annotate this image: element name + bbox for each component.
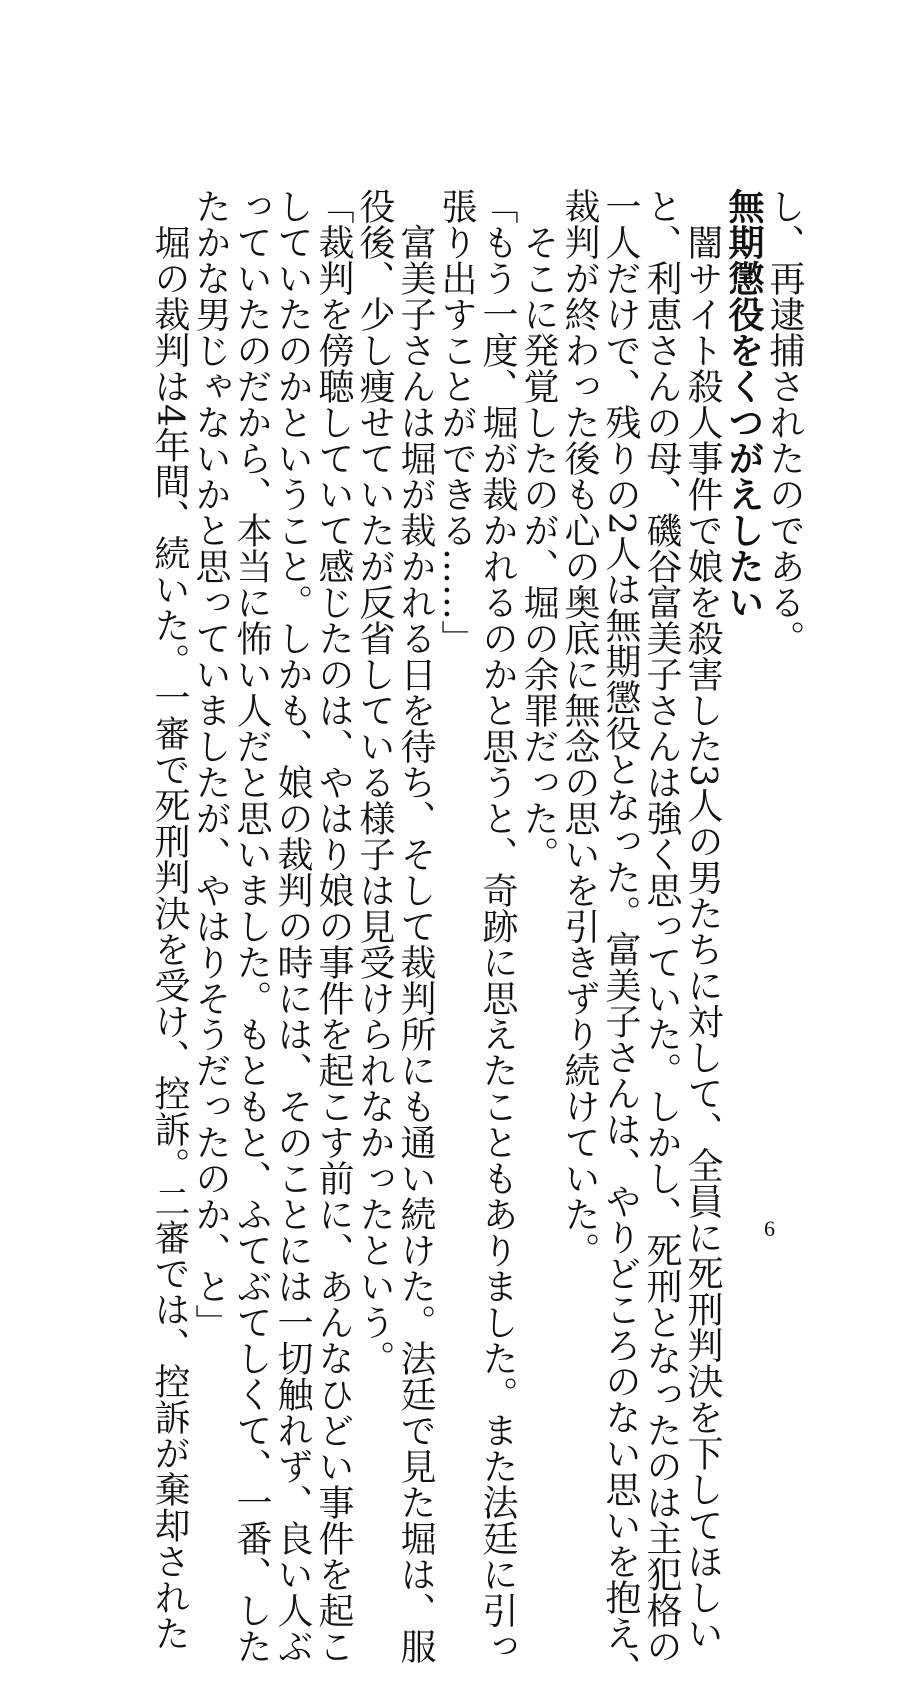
text-line: たかな男じゃないかと思っていましたが、やはりそうだったのか、と」 xyxy=(190,188,231,1340)
vertical-text-block xyxy=(149,188,805,1687)
text-line: していたのかということ。しかも、娘の裁判の時には、そのことには一切触れず、良い人ぶ xyxy=(272,188,313,1664)
text-line: 「もう一度、堀が裁かれるのかと思うと、奇跡に思えたこともありました。また法廷に引っ xyxy=(477,188,518,1664)
text-line: 堀の裁判は4年間、続いた。一審で死刑判決を受け、控訴。二審では、控訴が棄却された xyxy=(149,188,190,1651)
text-line: 役後、少し痩せていたが反省している様子は見受けられなかったという。 xyxy=(354,188,395,1376)
text-line: 「裁判を傍聴していて感じたのは、やはり娘の事件を起こす前に、あんなひどい事件を起こ xyxy=(313,188,354,1664)
text-line: 張り出すことができる……」 xyxy=(436,188,477,656)
page-number: 6 xyxy=(764,1216,775,1241)
text-line: 闇サイト殺人事件で娘を殺害した3人の男たちに対して、全員に死刑判決を下してほしい xyxy=(682,188,723,1651)
text-line: そこに発覚したのが、堀の余罪だった。 xyxy=(518,188,559,872)
text-line: 富美子さんは堀が裁かれる日を待ち、そして裁判所にも通い続けた。法廷で見た堀は、服 xyxy=(395,188,436,1664)
section-heading: 無期懲役をくつがえしたい xyxy=(723,188,764,620)
text-line: 裁判が終わった後も心の奥底に無念の思いを引きずり続けていた。 xyxy=(559,188,600,1268)
text-line: し、再逮捕されたのである。 xyxy=(764,188,805,656)
text-line: 一人だけで、残りの2人は無期懲役となった。富美子さんは、やりどころのない思いを抱え、 xyxy=(600,188,641,1687)
text-line: っていたのだから、本当に怖い人だと思いました。もともと、ふてぶてしくて、一番、した xyxy=(231,188,272,1664)
text-line: と、利恵さんの母、磯谷富美子さんは強く思っていた。しかし、死刑となったのは主犯格の xyxy=(641,188,682,1664)
